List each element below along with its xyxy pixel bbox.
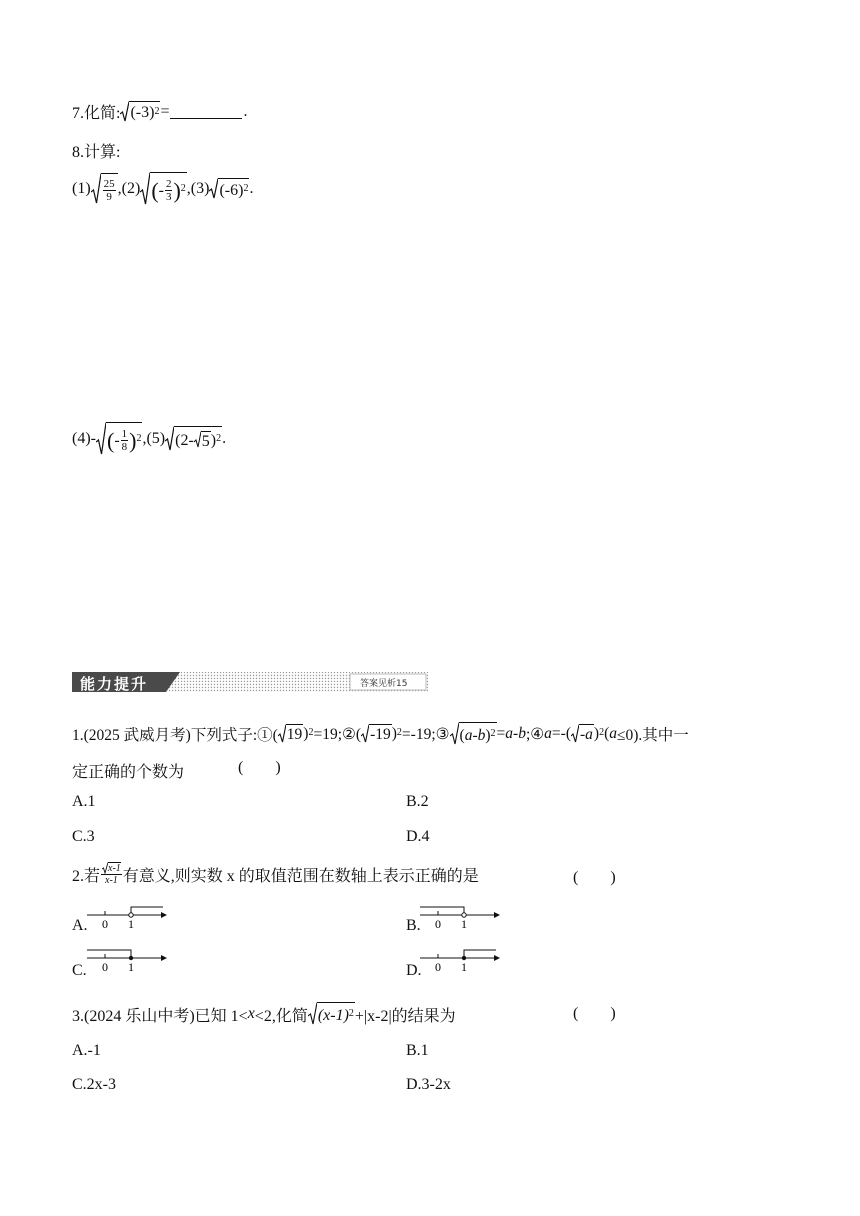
inner: (-6)	[219, 181, 244, 199]
answer-reference: 答案见析15	[360, 679, 408, 689]
radical-sign-icon	[120, 101, 129, 123]
label-2: ,(2)	[117, 180, 141, 197]
tick-label-1: 1	[128, 917, 134, 931]
number-line-a[interactable]	[87, 901, 167, 931]
text: )	[485, 726, 491, 744]
q7-prefix: 7.化简:	[72, 105, 121, 122]
denominator: 8	[121, 441, 128, 453]
option-b[interactable]: B.2	[406, 793, 429, 810]
text: -	[513, 725, 519, 742]
option-d[interactable]: D.3-2x	[406, 1076, 451, 1093]
denominator: 3	[165, 191, 172, 203]
number-line-c[interactable]	[87, 944, 167, 974]
radicand: 19	[286, 726, 303, 743]
sqrt-neg-two-thirds-squared: ( - $\frac{2}{3}$ ) $^2$	[140, 172, 186, 206]
option-c[interactable]: C.2x-3	[72, 1076, 116, 1093]
denominator: x-1	[105, 875, 118, 886]
q7-inner: (-3)	[130, 104, 155, 121]
option-b-label[interactable]: B.	[406, 917, 421, 934]
radical-sign-icon	[194, 431, 201, 449]
exponent: 2	[180, 183, 186, 194]
exponent: 2	[599, 726, 605, 738]
text: +|x-2|的结果为	[354, 1007, 456, 1025]
label-1: (1)	[72, 180, 91, 197]
radical-sign-icon	[209, 178, 218, 200]
problem-1-stem-line2: 定正确的个数为	[72, 764, 185, 781]
tick-label-0: 0	[102, 917, 108, 931]
option-b[interactable]: B.1	[406, 1042, 429, 1059]
text: )	[391, 725, 397, 742]
section-title: 能力提升	[80, 675, 149, 693]
period: .	[249, 180, 254, 197]
text: =19;②(	[313, 725, 362, 743]
label-3: ,(3)	[186, 180, 210, 197]
radicand: x-1	[108, 863, 121, 874]
q7-equals: =	[160, 102, 170, 120]
option-a-label[interactable]: A.	[72, 917, 88, 934]
section-banner	[72, 671, 428, 693]
exponent: 2	[396, 726, 402, 738]
exponent: 2	[136, 433, 142, 444]
option-a[interactable]: A.1	[72, 793, 96, 810]
text: )	[593, 725, 600, 742]
radical-sign-icon	[165, 426, 174, 452]
exponent: 2	[216, 433, 222, 444]
sqrt-neg6-squared	[209, 178, 249, 200]
open: (2-	[175, 431, 194, 449]
problem-1-stem-line1	[72, 722, 689, 746]
q7-period: .	[243, 102, 248, 120]
var-a: a	[505, 725, 514, 742]
option-d-label[interactable]: D.	[406, 962, 422, 979]
radicand: (x-1)	[317, 1006, 349, 1024]
radicand: -19	[370, 726, 391, 743]
text: <2,化简	[254, 1007, 308, 1025]
var-a: a	[464, 726, 473, 744]
minus: -	[158, 181, 164, 199]
radicand: 5	[201, 432, 210, 450]
fraction	[121, 428, 129, 453]
text: 2.若	[72, 867, 101, 885]
numerator: 1	[121, 428, 128, 440]
radical-sign-icon	[140, 172, 150, 206]
number-line-b[interactable]	[420, 901, 500, 931]
close: )	[210, 431, 217, 449]
text: 3.(2024 乐山中考)已知 1<	[72, 1007, 248, 1025]
fraction	[101, 862, 122, 886]
exponent: 2	[490, 728, 496, 739]
fraction	[165, 178, 173, 203]
var-x: x	[247, 1005, 255, 1022]
radical-sign-icon	[450, 722, 459, 746]
exponent: 2	[308, 726, 314, 738]
minus: -	[114, 431, 120, 449]
radical-sign-icon	[96, 422, 106, 456]
problem-2-stem	[72, 862, 479, 886]
answer-paren[interactable]: ( )	[573, 869, 616, 886]
text: ;④	[525, 725, 545, 743]
tick-label-0: 0	[102, 960, 108, 974]
sqrt-x-minus-1-squared	[308, 1002, 355, 1026]
question-7	[72, 100, 247, 123]
sqrt-expression	[120, 101, 160, 123]
text: 有意义,则实数 x 的取值范围在数轴上表示正确的是	[122, 867, 479, 885]
var-a: a	[609, 725, 618, 742]
radical-sign-icon	[361, 724, 369, 744]
var-a: a	[544, 725, 552, 742]
exponent: 2	[243, 183, 249, 194]
number-line-d[interactable]	[420, 944, 500, 974]
text: =-(	[551, 725, 571, 742]
text: (	[459, 726, 465, 744]
sqrt-neg-one-eighth-squared: ( - $\frac{1}{8}$ ) $^2$	[96, 422, 142, 456]
radical-sign-icon	[308, 1002, 317, 1026]
tick-label-0: 0	[435, 960, 441, 974]
option-d[interactable]: D.4	[406, 828, 430, 845]
numerator: 2	[165, 178, 172, 190]
option-a[interactable]: A.-1	[72, 1042, 101, 1059]
q7-exp: 2	[154, 105, 160, 117]
exponent: 2	[348, 1008, 354, 1019]
option-c-label[interactable]: C.	[72, 962, 87, 979]
tick-label-1: 1	[461, 917, 467, 931]
text: =-19;③	[401, 725, 450, 743]
question-8-parts-1-3	[72, 172, 253, 206]
denominator: 9	[106, 191, 112, 203]
tick-label-1: 1	[461, 960, 467, 974]
label-5: ,(5)	[142, 430, 166, 447]
tick-label-0: 0	[435, 917, 441, 931]
text: )	[303, 725, 309, 742]
option-c[interactable]: C.3	[72, 828, 95, 845]
numerator: 25	[103, 178, 115, 190]
var-b: b	[477, 726, 486, 744]
sqrt-neg19	[361, 724, 392, 744]
text: 1.(2025 武威月考)下列式子:①(	[72, 727, 278, 744]
answer-paren[interactable]: ( )	[573, 1005, 616, 1022]
fraction	[103, 178, 116, 203]
label-4: (4)-	[72, 430, 96, 447]
text: -	[472, 726, 478, 744]
answer-paren[interactable]: ( )	[238, 759, 281, 776]
radical-sign-icon	[91, 173, 101, 205]
var-b: b	[518, 725, 526, 742]
question-8-parts-4-5	[72, 422, 226, 456]
text: ≤0).其中一	[617, 727, 689, 744]
numerator	[101, 862, 122, 875]
problem-3-stem	[72, 1002, 456, 1026]
sqrt-25-over-9	[91, 173, 118, 205]
tick-label-1: 1	[128, 960, 134, 974]
sqrt-19	[278, 724, 304, 744]
sqrt-2-minus-sqrt5-squared	[165, 426, 222, 452]
sqrt-a-minus-b-squared	[450, 722, 497, 746]
radical-sign-icon	[571, 724, 579, 744]
radical-sign-icon	[278, 724, 286, 744]
sqrt-5	[194, 431, 211, 451]
answer-blank[interactable]	[170, 104, 242, 119]
period: .	[222, 430, 227, 447]
question-8-title: 8.计算:	[72, 144, 121, 161]
sqrt-neg-a	[571, 724, 594, 744]
text: (	[604, 725, 610, 742]
radicand: -a	[580, 726, 593, 743]
text: =	[496, 725, 506, 742]
